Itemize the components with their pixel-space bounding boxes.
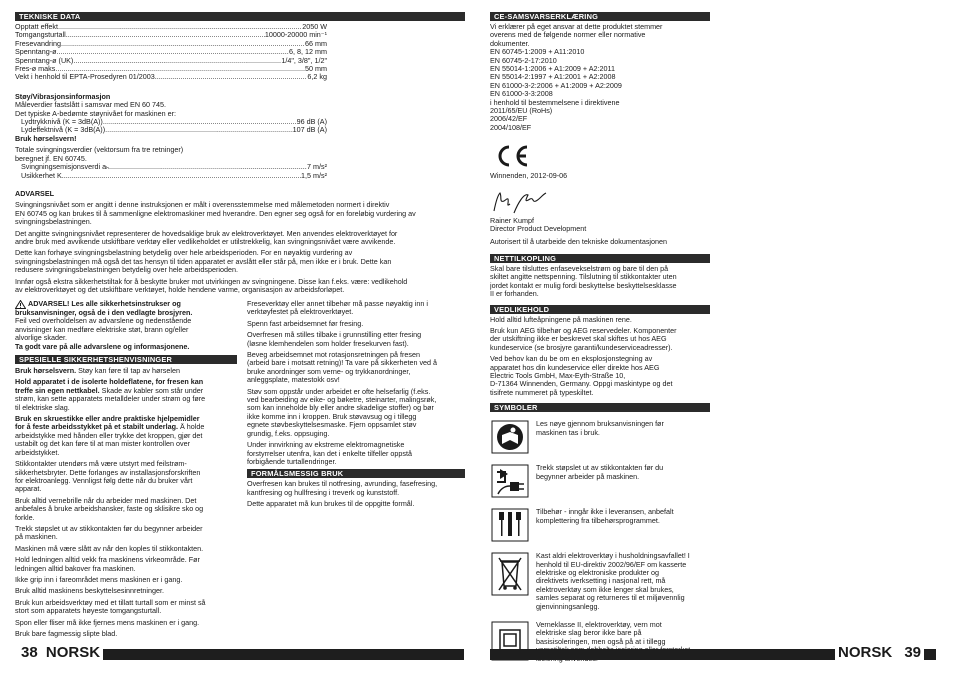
left-page-number: 38 xyxy=(21,644,38,661)
noise-intro-2: Det typiske A-bedømte støynivået for maskinen er: xyxy=(15,109,176,118)
paragraph-line: forbigående turtallendringer. xyxy=(247,457,337,466)
paragraph-line: Freseverktøy eller annet tilbehør må passe nøyaktig inn i xyxy=(247,300,428,308)
spec-label: Spenntang-ø (UK) xyxy=(15,55,74,65)
paragraph-line: Det angitte svingningsnivået representerer de hovedsaklige bruk av elektroverktøyet. Men anvendes elektroverktøyet for xyxy=(15,229,398,238)
paragraph-line: Beveg arbeidsemnet mot rotasjonsretningen på fresen xyxy=(247,351,421,360)
paragraph-line: Overfresen må stilles tilbake i grunnstilling etter fresing xyxy=(247,331,422,340)
symbols-header: SYMBOLER xyxy=(490,403,710,412)
paragraph-line: der utskiftning ikke er beskrevet skal skiftes ut hos AEG xyxy=(490,335,667,344)
symbol-row xyxy=(490,464,710,498)
symbol-text-block xyxy=(536,552,690,611)
spec-value: 66 mm xyxy=(305,38,327,48)
unplug-icon xyxy=(490,464,530,498)
paragraph xyxy=(490,327,710,352)
paragraph-line: Bruk kun AEG tilbehør og AEG reservedeler. Komponenter xyxy=(490,326,677,335)
paragraph-line: apparatet hos din kundeservice eller direkte hos AEG xyxy=(490,363,660,372)
symbol-text: maskinen tas i bruk. xyxy=(536,428,600,437)
mains-text xyxy=(490,265,710,299)
text-line: Verneklasse II, elektroverktøy, vern mot xyxy=(536,621,662,630)
paragraph-line: egnete støvbeskyttelsesmaske. Fjern oppsamlet støv xyxy=(247,421,417,430)
spec-label: Spenntang-ø xyxy=(15,47,57,57)
leader-dots xyxy=(62,172,301,180)
paragraph-line: Bruk en skruestikke eller andre praktiske hjelpemidler xyxy=(15,415,200,424)
tech-data-table xyxy=(15,23,327,82)
vib-intro-1: Totale svingningsverdier (vektorsum fra tre retninger) xyxy=(15,146,184,155)
symbol-text: komplettering fra tilbehørsprogrammet. xyxy=(536,516,660,525)
paragraph-line: ledningen alltid bakover fra maskinen. xyxy=(15,564,136,573)
spec-value: 107 dB (A) xyxy=(292,125,327,135)
noise-table xyxy=(15,118,327,135)
paragraph-line: som kan inneholde bly eller andre skadelige stoffer) og bør xyxy=(247,404,434,413)
paragraph-line: (løsne klemhendelen som holder fresekurven fast). xyxy=(247,339,409,348)
paragraph-line: apparat. xyxy=(15,485,42,494)
text-line: henhold til EU-direktiv 2002/96/EF om kasserte xyxy=(536,560,687,569)
left-column xyxy=(15,12,465,297)
paragraph-line: Ikke grip inn i fareområdet mens maskinen er i gang. xyxy=(15,575,183,584)
spec-value: 6,2 kg xyxy=(307,72,327,82)
paragraph xyxy=(490,355,710,397)
paragraph-line: Bruk kun arbeidsverktøy med et tillatt turtall som er minst så xyxy=(15,598,206,607)
symbol-row xyxy=(490,508,710,542)
spec-label: Vekt i henhold til EPTA-Prosedyren 01/2003 xyxy=(15,72,155,82)
paragraph xyxy=(247,500,465,508)
paragraph-line: Overfresen kan brukes til notfresing, avrunding, fasefresing, xyxy=(247,480,438,489)
text-line: jordet kontakt er mulig fordi beskyttelse beskyttelsesklasse xyxy=(490,281,677,290)
page-number-left xyxy=(18,644,103,662)
leader-dots xyxy=(103,118,297,126)
paragraph-line: ustabilt og det kan føre til at man mister kontrollen over xyxy=(15,440,190,449)
paragraph-line: Svingningsnivået som er angitt i denne instruksjonen er målt i overensstemmelse med målemetoden normert i direktiv xyxy=(15,201,390,210)
text-line: dokumenter. xyxy=(490,39,530,48)
paragraph xyxy=(15,545,237,553)
paragraph xyxy=(247,300,465,317)
place-date: Winnenden, 2012-09-06 xyxy=(490,172,568,181)
paragraph-line: Innfør også ekstra sikkerhetstiltak for å beskytte bruker mot utvirkingen av svingningene. Disse kan f.eks. være: vedlikehold xyxy=(15,277,408,286)
paragraph-line: for å feste arbeidsstykket på et stabilt underlag. Å holde xyxy=(15,423,205,432)
paragraph-line: svingningsbelastningen må også det tas hensyn til tiden apparatet er avslått eller står på, men ikke er i bruk. Dette kan xyxy=(15,257,392,266)
paragraph-line: kundeservice (se brosjyre garanti/kundeserviceadresser). xyxy=(490,343,673,352)
paragraph xyxy=(490,316,710,324)
noise-title: Støy/Vibrasjonsinformasjon xyxy=(15,92,111,101)
spec-row xyxy=(15,172,327,180)
safety-column xyxy=(15,300,237,641)
warning-title: ADVARSEL xyxy=(15,189,55,198)
spec-value: 50 mm xyxy=(305,64,327,74)
safety-header: SPESIELLE SIKKERHETSHENVISNINGER xyxy=(15,355,237,364)
accessory-icon xyxy=(490,508,530,542)
paragraph-line: Hold apparatet i de isolerte holdeflatene, for fresen kan xyxy=(15,378,204,387)
safety-intro-line: bruksanvisninger, også de i den vedlagte brosjyren. xyxy=(15,309,193,317)
paragraph-line: Maskinen må være slått av når den koples til stikkontakten. xyxy=(15,544,204,553)
text-line: 2004/108/EF xyxy=(490,123,532,132)
paragraph-line: D-71364 Winnenden, Germany. Oppgi maskintype og det xyxy=(490,380,673,389)
safety-intro xyxy=(15,300,237,309)
leader-dots xyxy=(155,73,308,81)
text-line: direktivets iverksetting i nasjonal rett, må xyxy=(536,577,666,586)
leader-dots xyxy=(109,163,307,171)
leader-dots xyxy=(61,40,305,48)
vibration-table xyxy=(15,163,327,180)
paragraph-line: kantfresing og hullfresing i treverk og kunststoff. xyxy=(247,488,400,497)
text-line: skiltet angitte nettspenning. Tilslutning til stikkontakter uten xyxy=(490,273,677,282)
paragraph-line: svingningsbelastningen. xyxy=(15,218,92,227)
right-column xyxy=(490,12,710,673)
spec-row xyxy=(15,126,327,134)
paragraph-line: tisifrete nummeret på typeskiltet. xyxy=(490,388,594,397)
paragraph xyxy=(15,367,237,375)
safety-text xyxy=(15,367,237,638)
paragraph xyxy=(247,480,465,497)
left-language: NORSK xyxy=(45,644,101,661)
safety-intro-line: ADVARSEL! Les alle sikkerhetsinstrukser og xyxy=(28,300,181,308)
symbol-text: begynner arbeider på maskinen. xyxy=(536,472,640,481)
warning-text xyxy=(15,201,465,294)
ce-declaration xyxy=(490,23,710,132)
leader-dots xyxy=(73,57,281,65)
spec-label: Fresevandring xyxy=(15,38,61,48)
paragraph-line: Dette apparatet må kun brukes til de oppgitte formål. xyxy=(247,500,415,509)
text-line: elektroverktøy som ikke lenger skal brukes, xyxy=(536,585,674,594)
spec-label: Svingningsemisjonsverdi aₕ xyxy=(21,162,110,172)
safety-intro-line: anvisninger kan medføre elektriske støt, brann og/eller xyxy=(15,325,189,334)
spec-value: 1/4", 3/8", 1/2" xyxy=(281,55,327,65)
paragraph-line: Hold alltid lufteåpningene på maskinen rene. xyxy=(490,315,632,324)
noise-intro-1: Måleverdier fastslått i samsvar med EN 60 745. xyxy=(15,101,166,110)
text-line: overens med de følgende normer eller normative xyxy=(490,31,646,40)
text-line: 2006/42/EF xyxy=(490,115,528,124)
ce-header: CE-SAMSVARSERKLÆRING xyxy=(490,12,710,21)
right-page-number: 39 xyxy=(904,644,922,661)
paragraph-line: Electric Tools GmbH, Max-Eyth-Straße 10, xyxy=(490,371,626,380)
vib-intro-2: beregnet jf. EN 60745. xyxy=(15,154,87,163)
paragraph-line: ikke komme inn i kroppen. Bruk støvavsug og i tillegg xyxy=(247,412,417,421)
paragraph xyxy=(15,415,237,457)
paragraph-line: Bruk bare fagmessig slipte blad. xyxy=(15,630,118,638)
signature-image xyxy=(490,189,550,215)
safety-intro-line: Ta godt vare på alle advarslene og informasjonene. xyxy=(15,342,190,351)
maintenance-header: VEDLIKEHOLD xyxy=(490,305,710,314)
paragraph-line: sikkerhetsbryter. Dette forlanges av installasjonsforskriften xyxy=(15,468,201,477)
spec-value: 10000-20000 min⁻¹ xyxy=(264,30,327,40)
signer-name: Rainer Kumpf xyxy=(490,216,534,225)
paragraph-line: redusere svingningsbelastningen betydelig over hele arbeidsperioden. xyxy=(15,266,238,275)
paragraph-line: Hold ledningen alltid vekk fra maskinens virkeområde. Før xyxy=(15,556,200,565)
symbol-row xyxy=(490,552,710,611)
paragraph xyxy=(15,599,237,616)
spec-row xyxy=(15,73,327,81)
paragraph-line: anbefales å bruke arbeidshansker, faste og sklisikre sko og xyxy=(15,505,204,514)
text-line: EN 55014-2:1997 + A1:2001 + A2:2008 xyxy=(490,73,616,82)
paragraph xyxy=(15,497,237,522)
paragraph-line: strøm, kan sette apparatets metalldeler under strøm og føre xyxy=(15,395,206,404)
paragraph-line: stort som apparatets høyeste tomgangsturtall. xyxy=(15,607,162,616)
read-manual-icon xyxy=(490,420,530,454)
paragraph-line: andre bruk med avvikende utskiftbare verktøy eller vedlikeholdet er utilstrekkelig, kan svingningsnivået være avvikende. xyxy=(15,237,396,246)
paragraph xyxy=(15,576,237,584)
paragraph xyxy=(15,630,237,638)
paragraph xyxy=(247,441,465,466)
paragraph xyxy=(15,378,237,412)
paragraph-line: av elektroverktøyet og det utskiftbare verktøyet, holde hendene varme, organisasjon av arbeidsforløpet. xyxy=(15,285,345,294)
intended-use-header: FORMÅLSMESSIG BRUK xyxy=(247,469,465,478)
paragraph xyxy=(247,331,465,348)
paragraph-line: ved bearbeiding av eike- og bøketre, steinarter, malingsrøk, xyxy=(247,396,437,405)
paragraph-line: til elektriske slag. xyxy=(15,403,70,412)
paragraph-line: på maskinen. xyxy=(15,533,58,542)
safety-intro-line: alvorlige skader. xyxy=(15,334,67,343)
paragraph-line: Bruk alltid vernebrille når du arbeider med maskinen. Det xyxy=(15,496,197,505)
paragraph xyxy=(15,525,237,542)
tech-data-header: TEKNISKE DATA xyxy=(15,12,465,21)
text-line: EN 61000-3-3:2008 xyxy=(490,90,553,99)
ear-protection-note: Bruk hørselsvern! xyxy=(15,134,77,143)
text-line: basisisoleringen, men også på at i tillegg xyxy=(536,637,666,646)
text-line: gjenvinningsanlegg. xyxy=(536,602,600,611)
paragraph-line: anleggsplate, matestokk osv! xyxy=(247,376,340,385)
text-line: elektriske slag beror ikke bare på xyxy=(536,629,642,638)
paragraph xyxy=(15,230,465,247)
spec-label: Lydtrykknivå (K = 3dB(A)) xyxy=(21,117,103,127)
paragraph-line: for elektroanlegg. Vennligst følg dette når du bruker vårt xyxy=(15,476,193,485)
paragraph xyxy=(15,619,237,627)
spec-value: 7 m/s² xyxy=(307,162,327,172)
text-line: Vi erklærer på eget ansvar at dette produktet stemmer xyxy=(490,23,663,31)
spec-row xyxy=(15,40,327,48)
text-line: 2011/65/EU (RoHs) xyxy=(490,107,553,116)
authorized-note: Autorisert til å utarbeide den tekniske dokumentasjonen xyxy=(490,237,667,246)
symbol-row xyxy=(490,420,710,454)
paragraph-line: Under innvirkning av ekstreme elektromagnetiske xyxy=(247,441,405,450)
spec-value: 6, 8, 12 mm xyxy=(289,47,327,57)
spec-label: Usikkerhet K xyxy=(21,170,62,180)
paragraph xyxy=(247,320,465,328)
safety-column-2 xyxy=(247,300,465,512)
paragraph-line: Spenn fast arbeidsemnet før fresing. xyxy=(247,319,364,328)
paragraph-line: arbeidstykke med hånden eller trykke det kroppen, gjør det xyxy=(15,431,203,440)
paragraph-line: Bruk alltid maskinens beskyttelsesinnretninger. xyxy=(15,587,165,596)
paragraph-line: Dette kan forhøye svingningsbelastning betydelig over hele arbeidsperioden. For en nøyaktig vurdering av xyxy=(15,249,353,258)
leader-dots xyxy=(66,31,265,39)
warning-triangle-icon xyxy=(15,300,26,309)
text-line: EN 60745-1:2009 + A11:2010 xyxy=(490,48,585,57)
text-line: EN 55014-1:2006 + A1:2009 + A2:2011 xyxy=(490,65,615,74)
paragraph-line: Stikkontakter utendørs må være utstyrt med feilstrøm- xyxy=(15,460,187,469)
spec-label: Tomgangsturtall xyxy=(15,30,66,40)
spec-label: Fres-ø maks. xyxy=(15,64,58,74)
mains-header: NETTILKOPLING xyxy=(490,254,710,263)
leader-dots xyxy=(105,126,293,134)
paragraph-line: Støv som oppstår under arbeidet er ofte helsefarlig (f.eks. xyxy=(247,387,431,396)
paragraph-line: bruke anordninger som verne- og trykkanordninger, xyxy=(247,367,411,376)
leader-dots xyxy=(57,48,289,56)
text-line: samles separat og returneres til et miljøvennlig xyxy=(536,594,685,603)
text-line: Kast aldri elektroverktøy i husholdningsavfallet! I xyxy=(536,552,690,561)
weee-bin-icon xyxy=(490,552,530,596)
spec-label: Lydeffektnivå (K = 3dB(A)) xyxy=(21,125,106,135)
right-language: NORSK xyxy=(838,644,893,661)
ce-mark-icon xyxy=(494,144,530,168)
symbol-text: Tilbehør - inngår ikke i leveransen, anbefalt xyxy=(536,508,674,517)
paragraph-line: Bruk hørselsvern. Støy kan føre til tap av hørselen xyxy=(15,367,180,376)
text-line: Skal bare tilsluttes enfasevekselstrøm og bare til den på xyxy=(490,264,669,273)
paragraph-line: Trekk støpslet ut av stikkontakten før du begynner arbeider xyxy=(15,524,203,533)
text-line: EN 60745-2-17:2010 xyxy=(490,56,557,65)
paragraph xyxy=(15,556,237,573)
paragraph xyxy=(15,201,465,226)
paragraph-line: grundig, f.eks. oppsuging. xyxy=(247,429,330,438)
symbol-text: Les nøye gjennom bruksanvisningen før xyxy=(536,420,664,429)
paragraph xyxy=(15,460,237,494)
paragraph-line: forkle. xyxy=(15,513,35,522)
paragraph xyxy=(247,388,465,438)
text-line: II er forhanden. xyxy=(490,290,539,299)
paragraph xyxy=(15,278,465,295)
paragraph xyxy=(15,249,465,274)
paragraph xyxy=(15,587,237,595)
text-line: EN 61000-3-2:2006 + A1:2009 + A2:2009 xyxy=(490,81,622,90)
spec-row xyxy=(15,31,327,39)
spec-value: 1,5 m/s² xyxy=(301,170,327,180)
spec-label: Opptatt effekt xyxy=(15,22,59,31)
paragraph-line: Ved behov kan du be om en eksplosjonstegning av xyxy=(490,355,653,364)
safety-intro-line: Feil ved overholdelsen av advarslene og nedenstående xyxy=(15,317,192,326)
symbols-list xyxy=(490,420,710,663)
paragraph-line: treffe sin egen nettkabel. Skade av kabler som står under xyxy=(15,386,204,395)
symbol-text: Trekk støpslet ut av stikkontakten før du xyxy=(536,464,664,473)
paragraph-line: EN 60745 og kan brukes til å sammenligne elektromaskiner med hverandre. Den egner seg også for en foreløbig vurdering av xyxy=(15,209,416,218)
spec-row xyxy=(15,57,327,65)
maintenance-text xyxy=(490,316,710,398)
paragraph-line: arbeidstykket. xyxy=(15,448,60,457)
intended-use-text xyxy=(247,480,465,508)
paragraph-line: (arbeid bare i motsatt retning)! Ta vare på sikkerheten ved å xyxy=(247,359,438,368)
page-number-right xyxy=(835,644,924,662)
paragraph-line: forstyrrelser utenfra, kan det i enkelte tilfeller oppstå xyxy=(247,449,412,458)
signer-title: Director Product Development xyxy=(490,225,587,234)
text-line: i henhold til bestemmelsene i direktivene xyxy=(490,98,620,107)
paragraph-line: Spon eller fliser må ikke fjernes mens maskinen er i gang. xyxy=(15,618,200,627)
spec-value: 96 dB (A) xyxy=(296,117,327,127)
paragraph-line: verktøyfestet på elektroverktøyet. xyxy=(247,308,354,317)
spec-value: 2050 W xyxy=(302,22,327,31)
safety-text-2 xyxy=(247,300,465,466)
paragraph xyxy=(247,351,465,385)
text-line: elektriske og elektroniske produkter og xyxy=(536,569,660,577)
